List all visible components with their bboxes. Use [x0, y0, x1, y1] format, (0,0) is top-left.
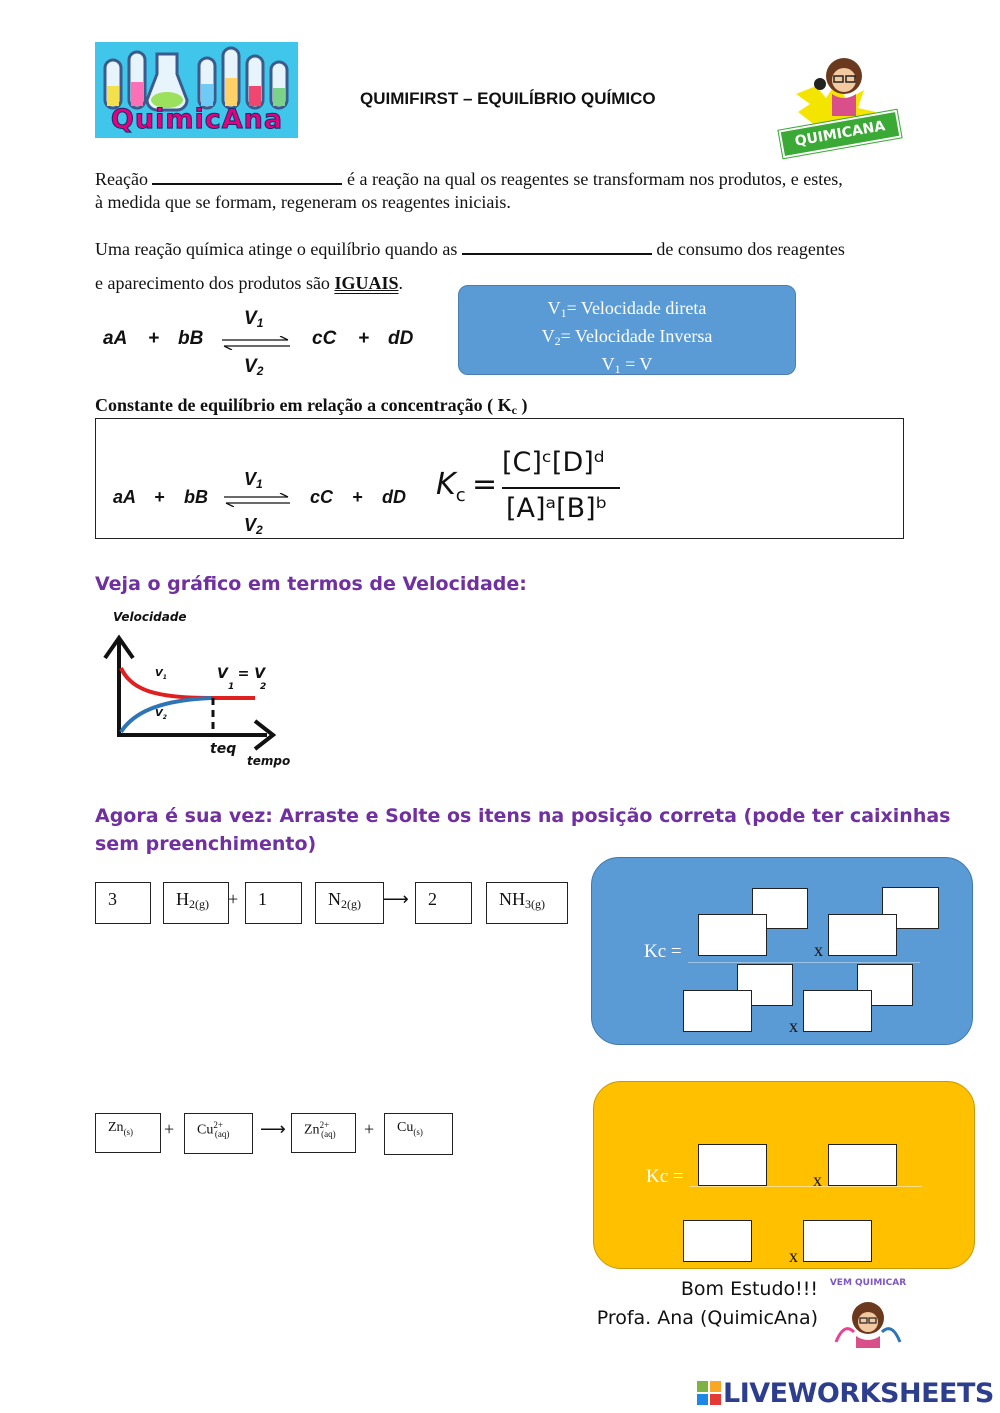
kc-reactant-a: aA — [113, 487, 137, 507]
kc-v2-label: $V_2$ — [244, 515, 263, 537]
kc-numerator: [C]ᶜ[D]ᵈ — [502, 447, 605, 478]
velocity-equal-line: $V_1 = V$ — [601, 354, 653, 376]
equilibrium-label: V = V — [217, 666, 266, 682]
num-species-drop-1[interactable] — [698, 914, 767, 956]
arrow-row1-icon: ⟶ — [383, 889, 409, 910]
constant-heading: Constante de equilíbrio em relação a concentração ( $K_c$ ) — [95, 395, 528, 417]
logo-text: QuimicAna — [110, 104, 284, 135]
kc-panel-blue — [591, 857, 973, 1045]
times-den-yellow: x — [789, 1246, 798, 1266]
kc-plus-2: + — [352, 487, 363, 507]
product-c: cC — [312, 328, 337, 349]
yellow-num-drop-1[interactable] — [698, 1144, 767, 1186]
iguais-emphasis: IGUAIS — [334, 273, 399, 293]
plus-sign: + — [148, 328, 160, 349]
times-den-blue: x — [789, 1016, 798, 1036]
liveworksheets-brand — [697, 1376, 994, 1410]
species-zn[interactable]: $Zn_{(s)}$ — [95, 1113, 161, 1153]
kc-fraction-bar — [502, 487, 620, 489]
intro-paragraph-2 — [95, 238, 910, 261]
velocity-info-box — [458, 285, 796, 375]
yellow-num-drop-2[interactable] — [828, 1144, 897, 1186]
fraction-line-blue — [688, 962, 920, 963]
graph-heading: Veja o gráfico em termos de Velocidade: — [95, 573, 527, 595]
species-zn2plus[interactable]: $Zn^{2+}_{(aq)}$ — [291, 1113, 356, 1153]
v1-curve-label: $V_1$ — [155, 668, 167, 681]
plus-row2-a: + — [164, 1119, 175, 1139]
plus-row2-b: + — [364, 1119, 375, 1139]
blank-reacao[interactable] — [152, 169, 342, 185]
kc-label-yellow: Kc = — [646, 1166, 684, 1187]
badge-label: QUIMICANA — [778, 110, 901, 158]
kc-symbol: $K_c$ — [436, 467, 466, 506]
fraction-line-yellow — [690, 1186, 922, 1187]
kc-product-d: dD — [382, 487, 406, 507]
kc-label-blue: Kc = — [644, 941, 682, 962]
coef-box-nh3[interactable]: 2 — [415, 882, 472, 924]
species-h2[interactable]: $H_{2(g)}$ — [163, 882, 229, 924]
velocity-direct-line: $V_1=$ Velocidade direta — [547, 298, 707, 320]
eq-sub-1: 1 — [228, 682, 235, 692]
reactant-b: bB — [178, 328, 204, 349]
kc-formula-box — [95, 418, 904, 539]
species-cu2plus[interactable]: $Cu^{2+}_{(aq)}$ — [184, 1113, 253, 1154]
kc-denominator: [A]ᵃ[B]ᵇ — [506, 493, 608, 524]
v2-label: $V_2$ — [244, 356, 264, 378]
y-axis-label: Velocidade — [113, 610, 187, 624]
velocity-inverse-line: $V_2=$ Velocidade Inversa — [541, 326, 713, 348]
p2-text-b: de consumo dos reagentes — [656, 239, 845, 259]
liveworksheets-logo-icon — [697, 1381, 721, 1405]
velocity-graph — [95, 606, 305, 776]
yellow-den-drop-1[interactable] — [683, 1220, 752, 1262]
author-signature: Profa. Ana (QuimicAna) — [596, 1307, 818, 1329]
quimicana-avatar-badge — [776, 46, 900, 158]
activity-heading: Agora é sua vez: Arraste e Solte os itens na posição correta (pode ter caixinhas sem preenchimento) — [95, 805, 951, 855]
generic-reaction — [100, 306, 430, 380]
closing-text — [580, 1275, 818, 1333]
plus-sign-2: + — [358, 328, 370, 349]
den-species-drop-1[interactable] — [683, 990, 752, 1032]
times-num-blue: x — [814, 940, 823, 960]
vem-quimicar-sticker — [828, 1276, 908, 1350]
p2-text-c: e aparecimento dos produtos são — [95, 273, 330, 293]
p2-text-a: Uma reação química atinge o equilíbrio quando as — [95, 239, 458, 259]
kc-v1-label: $V_1$ — [244, 469, 263, 491]
coef-box-h2[interactable]: 3 — [95, 882, 151, 924]
reactant-a: aA — [103, 328, 128, 349]
product-d: dD — [388, 328, 414, 349]
x-axis-label: tempo — [247, 754, 291, 768]
species-cu[interactable]: $Cu_{(s)}$ — [384, 1113, 453, 1155]
yellow-den-drop-2[interactable] — [803, 1220, 872, 1262]
quimicana-logo — [95, 42, 298, 138]
kc-panel-yellow — [593, 1081, 975, 1269]
bom-estudo: Bom Estudo!!! — [680, 1278, 818, 1300]
coef-box-n2[interactable]: 1 — [245, 882, 302, 924]
species-n2[interactable]: $N_{2(g)}$ — [315, 882, 384, 924]
kc-product-c: cC — [310, 487, 334, 507]
intro-paragraph-2b: e aparecimento dos produtos são IGUAIS. — [95, 273, 403, 293]
p1-text: é a reação na qual os reagentes se transformam nos produtos, e estes, — [346, 169, 843, 189]
sticker-text: VEM QUIMICAR — [829, 1278, 907, 1288]
velocity-chart — [95, 606, 305, 776]
blank-velocidades[interactable] — [462, 239, 652, 255]
arrow-row2-icon: ⟶ — [260, 1119, 286, 1140]
kc-reactant-b: bB — [184, 487, 208, 507]
intro-paragraph-1 — [95, 168, 910, 214]
plus-row1: + — [228, 889, 239, 909]
v1-label: $V_1$ — [244, 308, 264, 330]
equilibrium-arrow-icon — [220, 336, 292, 350]
reacao-label: Reação — [95, 169, 148, 189]
kc-equals: = — [472, 467, 498, 502]
species-nh3[interactable]: $NH_{3(g)}$ — [486, 882, 568, 924]
kc-plus-1: + — [154, 487, 165, 507]
kc-equilibrium-arrow-icon — [222, 493, 292, 507]
p1-text-2: à medida que se formam, regeneram os reagentes iniciais. — [95, 192, 511, 212]
v2-curve-label: $V_2$ — [155, 708, 167, 721]
num-species-drop-2[interactable] — [828, 914, 897, 956]
eq-sub-2: 2 — [260, 682, 267, 692]
den-species-drop-2[interactable] — [803, 990, 872, 1032]
teq-label: teq — [210, 741, 237, 757]
page-title: QUIMIFIRST – EQUILÍBRIO QUÍMICO — [360, 89, 656, 108]
times-num-yellow: x — [813, 1170, 822, 1190]
brand-name: LIVEWORKSHEETS — [723, 1377, 994, 1409]
